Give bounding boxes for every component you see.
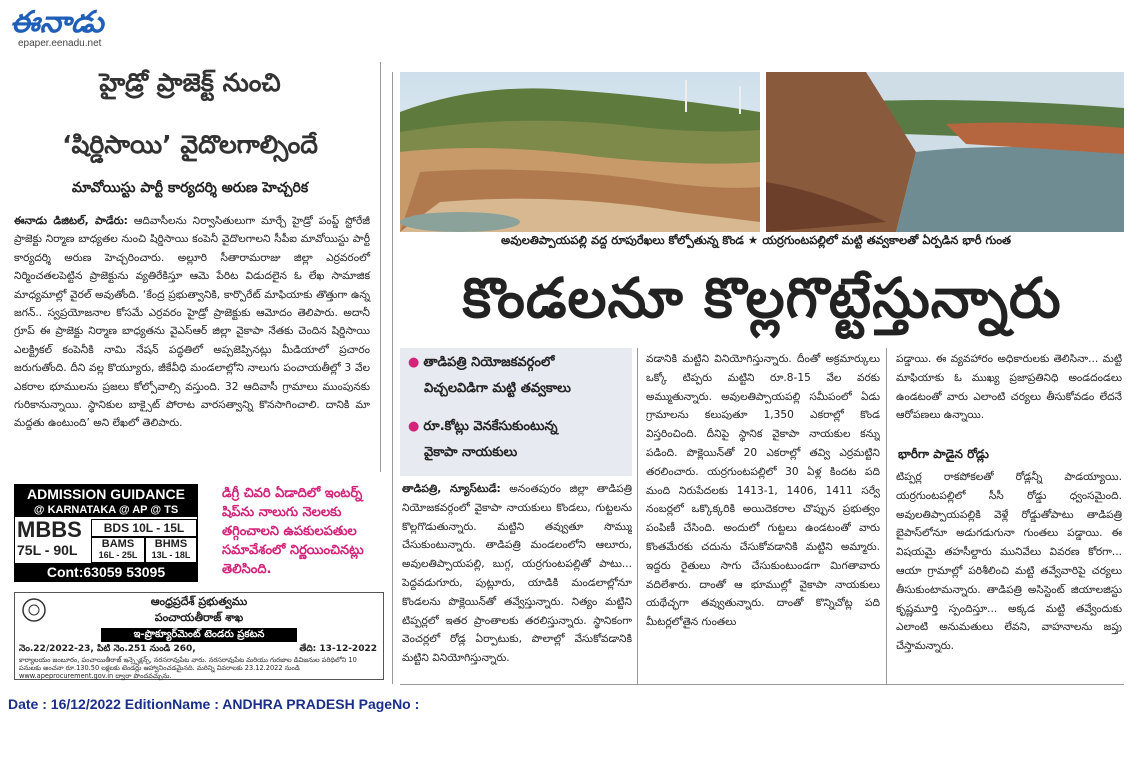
- tender-date: తేది: 13-12-2022: [299, 644, 377, 654]
- bullet-2: ● రూ.కోట్లు వెనకేసుకుంటున్న: [408, 419, 558, 434]
- brief-line: డిగ్రీ చివరి ఏడాదిలో ఇంటర్న్: [222, 486, 363, 501]
- photo-caption: అవులతిప్పాయపల్లి వద్ద రూపురేఖలు కోల్పోతున్న కొండ ★ యర్రగుంటపల్లిలో మట్టి తవ్వకాలతో ఏర్పడిన భారీ గుంత: [501, 233, 1011, 247]
- bullet-1-line2: విచ్చలవిడిగా మట్టి తవ్వకాలు: [424, 381, 571, 396]
- tender-body: కార్యాలయం జంబూరం, పంచాయితీరాజ్ ఇన్స్పెక్షన్స్, నరసరావుపేట వారు. నరసరావుపేట మరియు గురజాల డివిజనుల పరిధిలోని 10 పనులకు అంచనా రూ.130.50 లక్షలకు టెండర్లు ఆహ్వానించడమైనది. మరిన్ని వివరాలకు 23.12.2022 నుండి www.apeprocurement.gov.in ద్వారా పొందవచ్చును.: [19, 656, 357, 680]
- left-subheadline: మావోయిస్టు పార్టీ కార్యదర్శి అరుణ హెచ్చరిక: [71, 180, 309, 196]
- main-headline: కొండలనూ కొల్లగొట్టేస్తున్నారు: [462, 266, 1062, 330]
- ad-line2: @ KARNATAKA @ AP @ TS: [15, 503, 197, 517]
- hill-photo-image: [400, 72, 760, 232]
- logo-text: ఈనాడు: [10, 5, 104, 38]
- tender-title3: ఇ-ప్రొక్యూర్‌మెంట్ టెండరు ప్రకటన: [101, 628, 297, 642]
- bottom-rule: [400, 684, 1124, 685]
- bullet-1: ● తాడిపత్రి నియోజకవర్గంలో: [408, 355, 555, 370]
- left-body-text: ఆదివాసీలను నిర్వాసితులుగా మార్చే హైడ్రో పంప్డ్ స్టోరేజీ ప్రాజెక్టు నిర్మాణ బాధ్యతల నుంచి షిర్డిసాయి కంపెనీ వైదొలగాలని సీపీఐ మావోయిస్టు పార్టీ కార్యదర్శి అరుణ హెచ్చరించారు. అల్లూరి సీతారామరాజు జిల్లా ఎర్రవరంలో నిర్మించతలపెట్టిన ప్రాజెక్టును వ్యతిరేకిస్తూ ఆమె పేరిట విడుదలైన ఓ లేఖ సామాజిక మాధ్యమాల్లో వైరల్ అవుతోంది. ‘కేంద్ర ప్రభుత్వానికి, కార్పొరేట్ మాఫియాకు తొత్తుగా ఉన్న జగన్.. స్వప్రయోజనాల కోసమే ఎర్రవరం హైడ్రో ప్రాజెక్టుకు ఆమోదం తెలిపారు. అదానీ గ్రూప్ ఈ ప్రాజెక్టు నిర్మాణ బాధ్యతను వైఎస్ఆర్ జిల్లా వైకాపా నేతకు చెందిన షిర్డిసాయి ఎలక్ట్రికల్ కంపెనీకి నామి నేషన్ పద్ధతిలో అప్పజెప్పినట్లు మీడియాలో ప్రచారం జరుగుతోంది. దీని వల్ల కొయ్యూరు, జీకేవీధి మండలాల్లోని నాలుగు పంచాయతీల్లో 3 వేల ఎకరాల భూములను ప్రజలు కోల్పోవాల్సి వస్తుంది. 32 ఆదివాసీ గ్రామాలు ముంపునకు గురికానున్నాయి. స్థానికుల బాక్సైట్ పోరాట వారసత్వాన్ని కొనసాగించాలి. దానికి మా మద్దతు ఉంటుంది’ అని లేఖలో తెలిపారు.: [14, 215, 370, 430]
- main-column-1-text: అనంతపురం జిల్లా తాడిపత్రి నియోజకవర్గంలో వైకాపా నాయకులు కొండలు, గుట్టలను కొల్లగొడుతున్నారు. మట్టిని తవ్వుతూ సొమ్ము చేసుకుంటున్నారు. తాడిపత్రి మండలంలోని ఆలూరు, అవులతిప్పాయపల్లి, బుగ్గ, యర్రగుంటపల్లితో పాటు... పెద్దవడుగూరు, పుట్లూరు, యాడికి మండలాల్లోనూ కొండలను పొక్లెయిన్‌తో తవ్వేస్తున్నారు. నిత్యం మట్టిని టిప్పర్లలో ఇతర ప్రాంతాలకు తరలిస్తున్నారు. స్థానికంగా వెంచర్లలో రోడ్ల ఏర్పాటుకు, పొలాల్లో వేసుకోవడానికి మట్టిని వినియోగిస్తున్నారు.: [402, 483, 632, 665]
- tender-title2: పంచాయతీరాజ్ శాఖ: [154, 611, 244, 624]
- epaper-url: epaper.eenadu.net: [18, 38, 102, 49]
- left-dateline: ఈనాడు డిజిటల్, పాడేరు:: [14, 215, 128, 227]
- ad-mbbs: MBBS: [17, 517, 82, 542]
- admission-guidance-ad[interactable]: [14, 484, 198, 582]
- pit-photo-image: [766, 72, 1124, 232]
- main-column-3: పడ్డాయి. ఈ వ్యవహారం అధికారులకు తెలిసినా... మట్టి మాఫియాకు ఓ ముఖ్య ప్రజాప్రతినిధి అండదండలు ఉండటంతో వారు ఎలాంటి చర్యలు తీసుకోవడం లేదనే ఆరోపణలు ఉన్నాయి.: [896, 353, 1122, 422]
- brief-line: సమావేశంలో నిర్ణయించినట్లు: [222, 543, 364, 558]
- tender-title1: ఆంధ్రప్రదేశ్ ప్రభుత్వము: [150, 595, 248, 608]
- tender-ref: నెం.22/2022-23, పిటి నెం.251 నుండి 260,: [19, 644, 196, 654]
- ad-contact: Cont:63059 53095: [15, 563, 197, 581]
- main-dateline: తాడిపత్రి, న్యూస్‌టుడే:: [402, 483, 501, 495]
- left-article: [10, 62, 381, 472]
- left-headline-line2: ‘షిర్డిసాయి’ వైదొలగాల్సిందే: [62, 130, 318, 159]
- bullet-1-line1: తాడిపత్రి నియోజకవర్గంలో: [423, 355, 555, 370]
- bullet-2-line2: వైకాపా నాయకులు: [424, 445, 518, 460]
- left-article-body: [14, 212, 370, 433]
- column-rule: [392, 72, 393, 684]
- ad-bams: BAMS: [101, 538, 135, 550]
- brief-line: షిప్‌ను నాలుగు నెలలకు: [222, 505, 342, 520]
- ad-bds: BDS 10L - 15L: [91, 519, 197, 537]
- ad-bhms-fee: 13L - 18L: [151, 550, 191, 560]
- main-column-3-part2: టిప్పర్ల రాకపోకలతో రోడ్లన్నీ పాడయ్యాయి. యర్రగుంటపల్లిలో సీసీ రోడ్డు ధ్వంసమైంది. అవులతిప్పాయపల్లికి వెళ్లే రోడ్డుతోపాటు తాడిపత్రి బైపాస్‌లోనూ అడుగడుగునా గుంతలు పడ్డాయి. ఈ విషయమై తహసీల్దారు మునివేలు వివరణ కోరగా... ఆయా గ్రామాల్లో పరిశీలించి మట్టి తవ్వేవారిపై చర్యలు తీసుకుంటామన్నారు. తాడిపత్రి అసిస్టెంట్ జియాలజిస్టు కృష్ణమూర్తి స్పందిస్తూ... అక్కడ మట్టి తవ్వేందుకు ఎలాంటి అనుమతులు లేవని, వాహనాలను జప్తు చేస్తామన్నారు.: [896, 471, 1122, 653]
- internship-brief: [222, 484, 382, 580]
- photo-hill-excavation: [400, 72, 760, 232]
- column-rule: [886, 348, 887, 684]
- brief-line: తగ్గించాలని ఉపకులపతుల: [222, 524, 357, 539]
- ad-line1: ADMISSION GUIDANCE: [15, 485, 197, 503]
- left-headline-line1: హైడ్రో ప్రాజెక్ట్ నుంచి: [99, 68, 281, 97]
- main-column-2: వడానికి మట్టిని వినియోగిస్తున్నారు. దీంతో అక్రమార్కులు ఒక్కో టిప్పరు మట్టిని రూ.8-15 వేల వరకు అమ్ముతున్నారు. అవులతిప్పాయపల్లి సమీపంలో ఏడు గ్రామాలను కలుపుతూ 1,350 ఎకరాల్లో కొండ విస్తరించింది. దీనిపై స్థానిక వైకాపా నాయకుల కన్ను పడింది. పొక్లెయిన్‌తో 20 ఎకరాల్లో తవ్వి ఎర్రమట్టిని తరలించారు. యర్రగుంటపల్లిలో 30 ఏళ్ల కిందట పది మంది నిరుపేదలకు 1413-1, 1406, 1411 సర్వే నంబర్లలో ఒక్కొక్కరికి అయిదెకరాల చొప్పున ప్రభుత్వం పంపిణీ చేసింది. అందులో గుట్టలు ఉండటంతో వారు కొంతమేరకు చదును చేసుకోవడానికి మట్టిని అమ్మారు. ఇద్దరు రైతులు సాగు చేసుకుంటుండగా మిగతావారు వదిలేశారు. దాంతో ఆ భూముల్లో వైకాపా నాయకులు యథేచ్ఛగా తవ్వుతున్నారు. దాంతో కొన్నిచోట్ల పది మీటర్లలోతైన గుంతలు: [646, 353, 880, 629]
- column-rule: [637, 348, 638, 684]
- roads-subheading: భారీగా పాడైన రోడ్లు: [898, 447, 989, 461]
- edition-footer: Date : 16/12/2022 EditionName : ANDHRA PRADESH PageNo :: [8, 696, 420, 712]
- bullet-2-line1: రూ.కోట్లు వెనకేసుకుంటున్న: [423, 419, 558, 434]
- ad-mbbs-block: [17, 519, 89, 559]
- main-column-1: [402, 480, 632, 680]
- ad-bams-fee: 16L - 25L: [98, 550, 138, 560]
- tender-notice[interactable]: [14, 592, 384, 680]
- brief-line: తెలిసింది.: [222, 562, 272, 577]
- ad-bams-box: [91, 537, 145, 563]
- highlights-box: [400, 348, 632, 476]
- ad-bhms: BHMS: [154, 538, 188, 550]
- ad-mbbs-fee: 75L - 90L: [17, 542, 78, 558]
- eenadu-logo[interactable]: [8, 4, 148, 38]
- photo-excavation-pit: [766, 72, 1124, 232]
- ad-bhms-box: [145, 537, 197, 563]
